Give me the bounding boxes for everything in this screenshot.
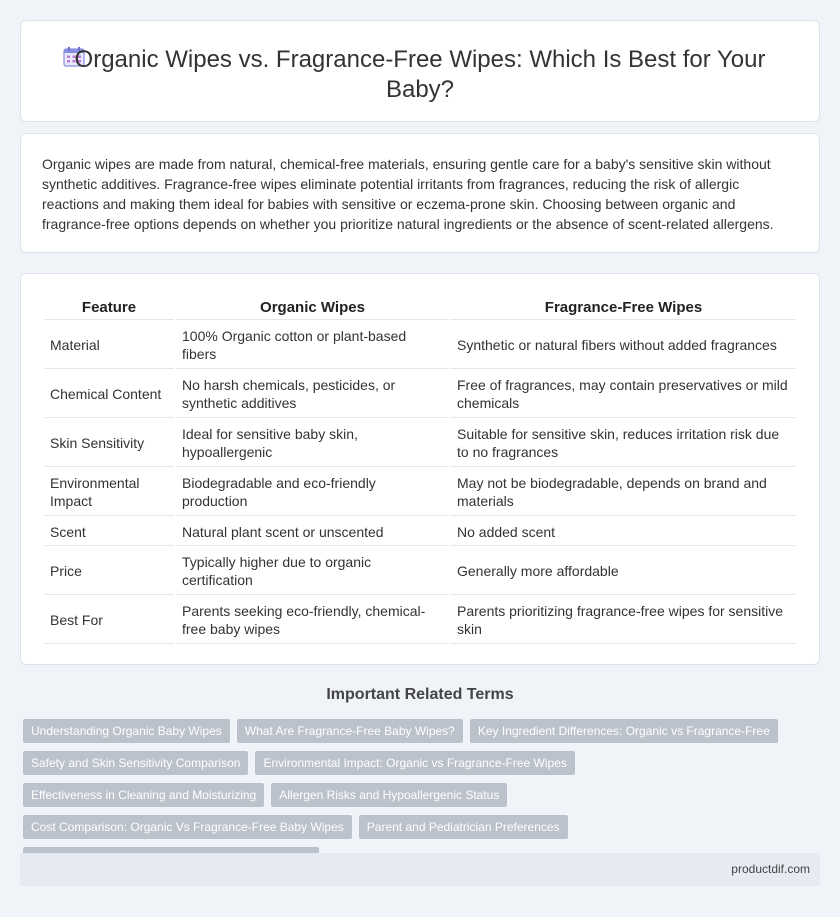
footer-site-name[interactable]: productdif.com	[731, 862, 810, 876]
header-organic: Organic Wipes	[176, 297, 449, 320]
table-cell: Best For	[44, 597, 174, 644]
table-cell: Skin Sensitivity	[44, 420, 174, 467]
related-terms-list	[23, 719, 823, 871]
header-fragrance-free: Fragrance-Free Wipes	[451, 297, 796, 320]
related-term-link[interactable]: Cost Comparison: Organic Vs Fragrance-Free Baby Wipes	[23, 815, 352, 839]
related-term-link[interactable]: Understanding Organic Baby Wipes	[23, 719, 230, 743]
table-cell: Material	[44, 322, 174, 369]
table-cell: Scent	[44, 518, 174, 546]
table-header-row	[44, 297, 796, 320]
table-cell: Natural plant scent or unscented	[176, 518, 449, 546]
table-cell: Environmental Impact	[44, 469, 174, 516]
table-cell: Typically higher due to organic certification	[176, 548, 449, 595]
intro-paragraph: Organic wipes are made from natural, chemical-free materials, ensuring gentle care for a baby's sensitive skin without synthetic additives. Fragrance-free wipes eliminate potential irritants from fragrances, reducing the risk of allergic reactions and making them ideal for babies with sensitive or eczema-prone skin. Choosing between organic and fragrance-free options depends on whether you prioritize natural ingredients or the absence of scent-related allergens.	[42, 156, 774, 232]
table-cell: Free of fragrances, may contain preservatives or mild chemicals	[451, 371, 796, 418]
table-row	[44, 469, 796, 516]
related-term-link[interactable]: Environmental Impact: Organic vs Fragrance-Free Wipes	[255, 751, 574, 775]
table-cell: Parents seeking eco-friendly, chemical-free baby wipes	[176, 597, 449, 644]
related-term-link[interactable]: Key Ingredient Differences: Organic vs Fragrance-Free	[470, 719, 778, 743]
comparison-card	[20, 273, 820, 665]
table-row	[44, 597, 796, 644]
table-row	[44, 518, 796, 546]
table-row	[44, 548, 796, 595]
page-title: Organic Wipes vs. Fragrance-Free Wipes: Which Is Best for Your Baby?	[74, 46, 766, 103]
related-term-link[interactable]: What Are Fragrance-Free Baby Wipes?	[237, 719, 463, 743]
table-cell: 100% Organic cotton or plant-based fibers	[176, 322, 449, 369]
footer	[20, 853, 820, 886]
table-cell: No added scent	[451, 518, 796, 546]
table-cell: May not be biodegradable, depends on brand and materials	[451, 469, 796, 516]
table-cell: No harsh chemicals, pesticides, or synthetic additives	[176, 371, 449, 418]
related-term-link[interactable]: Parent and Pediatrician Preferences	[359, 815, 568, 839]
table-cell: Generally more affordable	[451, 548, 796, 595]
table-row	[44, 371, 796, 418]
table-cell: Synthetic or natural fibers without added fragrances	[451, 322, 796, 369]
table-row	[44, 322, 796, 369]
table-cell: Suitable for sensitive skin, reduces irritation risk due to no fragrances	[451, 420, 796, 467]
header-card	[20, 20, 820, 122]
comparison-table	[42, 295, 798, 646]
table-cell: Chemical Content	[44, 371, 174, 418]
table-cell: Ideal for sensitive baby skin, hypoallergenic	[176, 420, 449, 467]
table-cell: Parents prioritizing fragrance-free wipes for sensitive skin	[451, 597, 796, 644]
table-cell: Price	[44, 548, 174, 595]
table-cell: Biodegradable and eco-friendly production	[176, 469, 449, 516]
related-terms-title: Important Related Terms	[326, 686, 514, 703]
related-term-link[interactable]: Effectiveness in Cleaning and Moisturizing	[23, 783, 264, 807]
intro-card	[20, 133, 820, 253]
header-feature: Feature	[44, 297, 174, 320]
table-row	[44, 420, 796, 467]
related-term-link[interactable]: Safety and Skin Sensitivity Comparison	[23, 751, 248, 775]
related-term-link[interactable]: Allergen Risks and Hypoallergenic Status	[271, 783, 507, 807]
